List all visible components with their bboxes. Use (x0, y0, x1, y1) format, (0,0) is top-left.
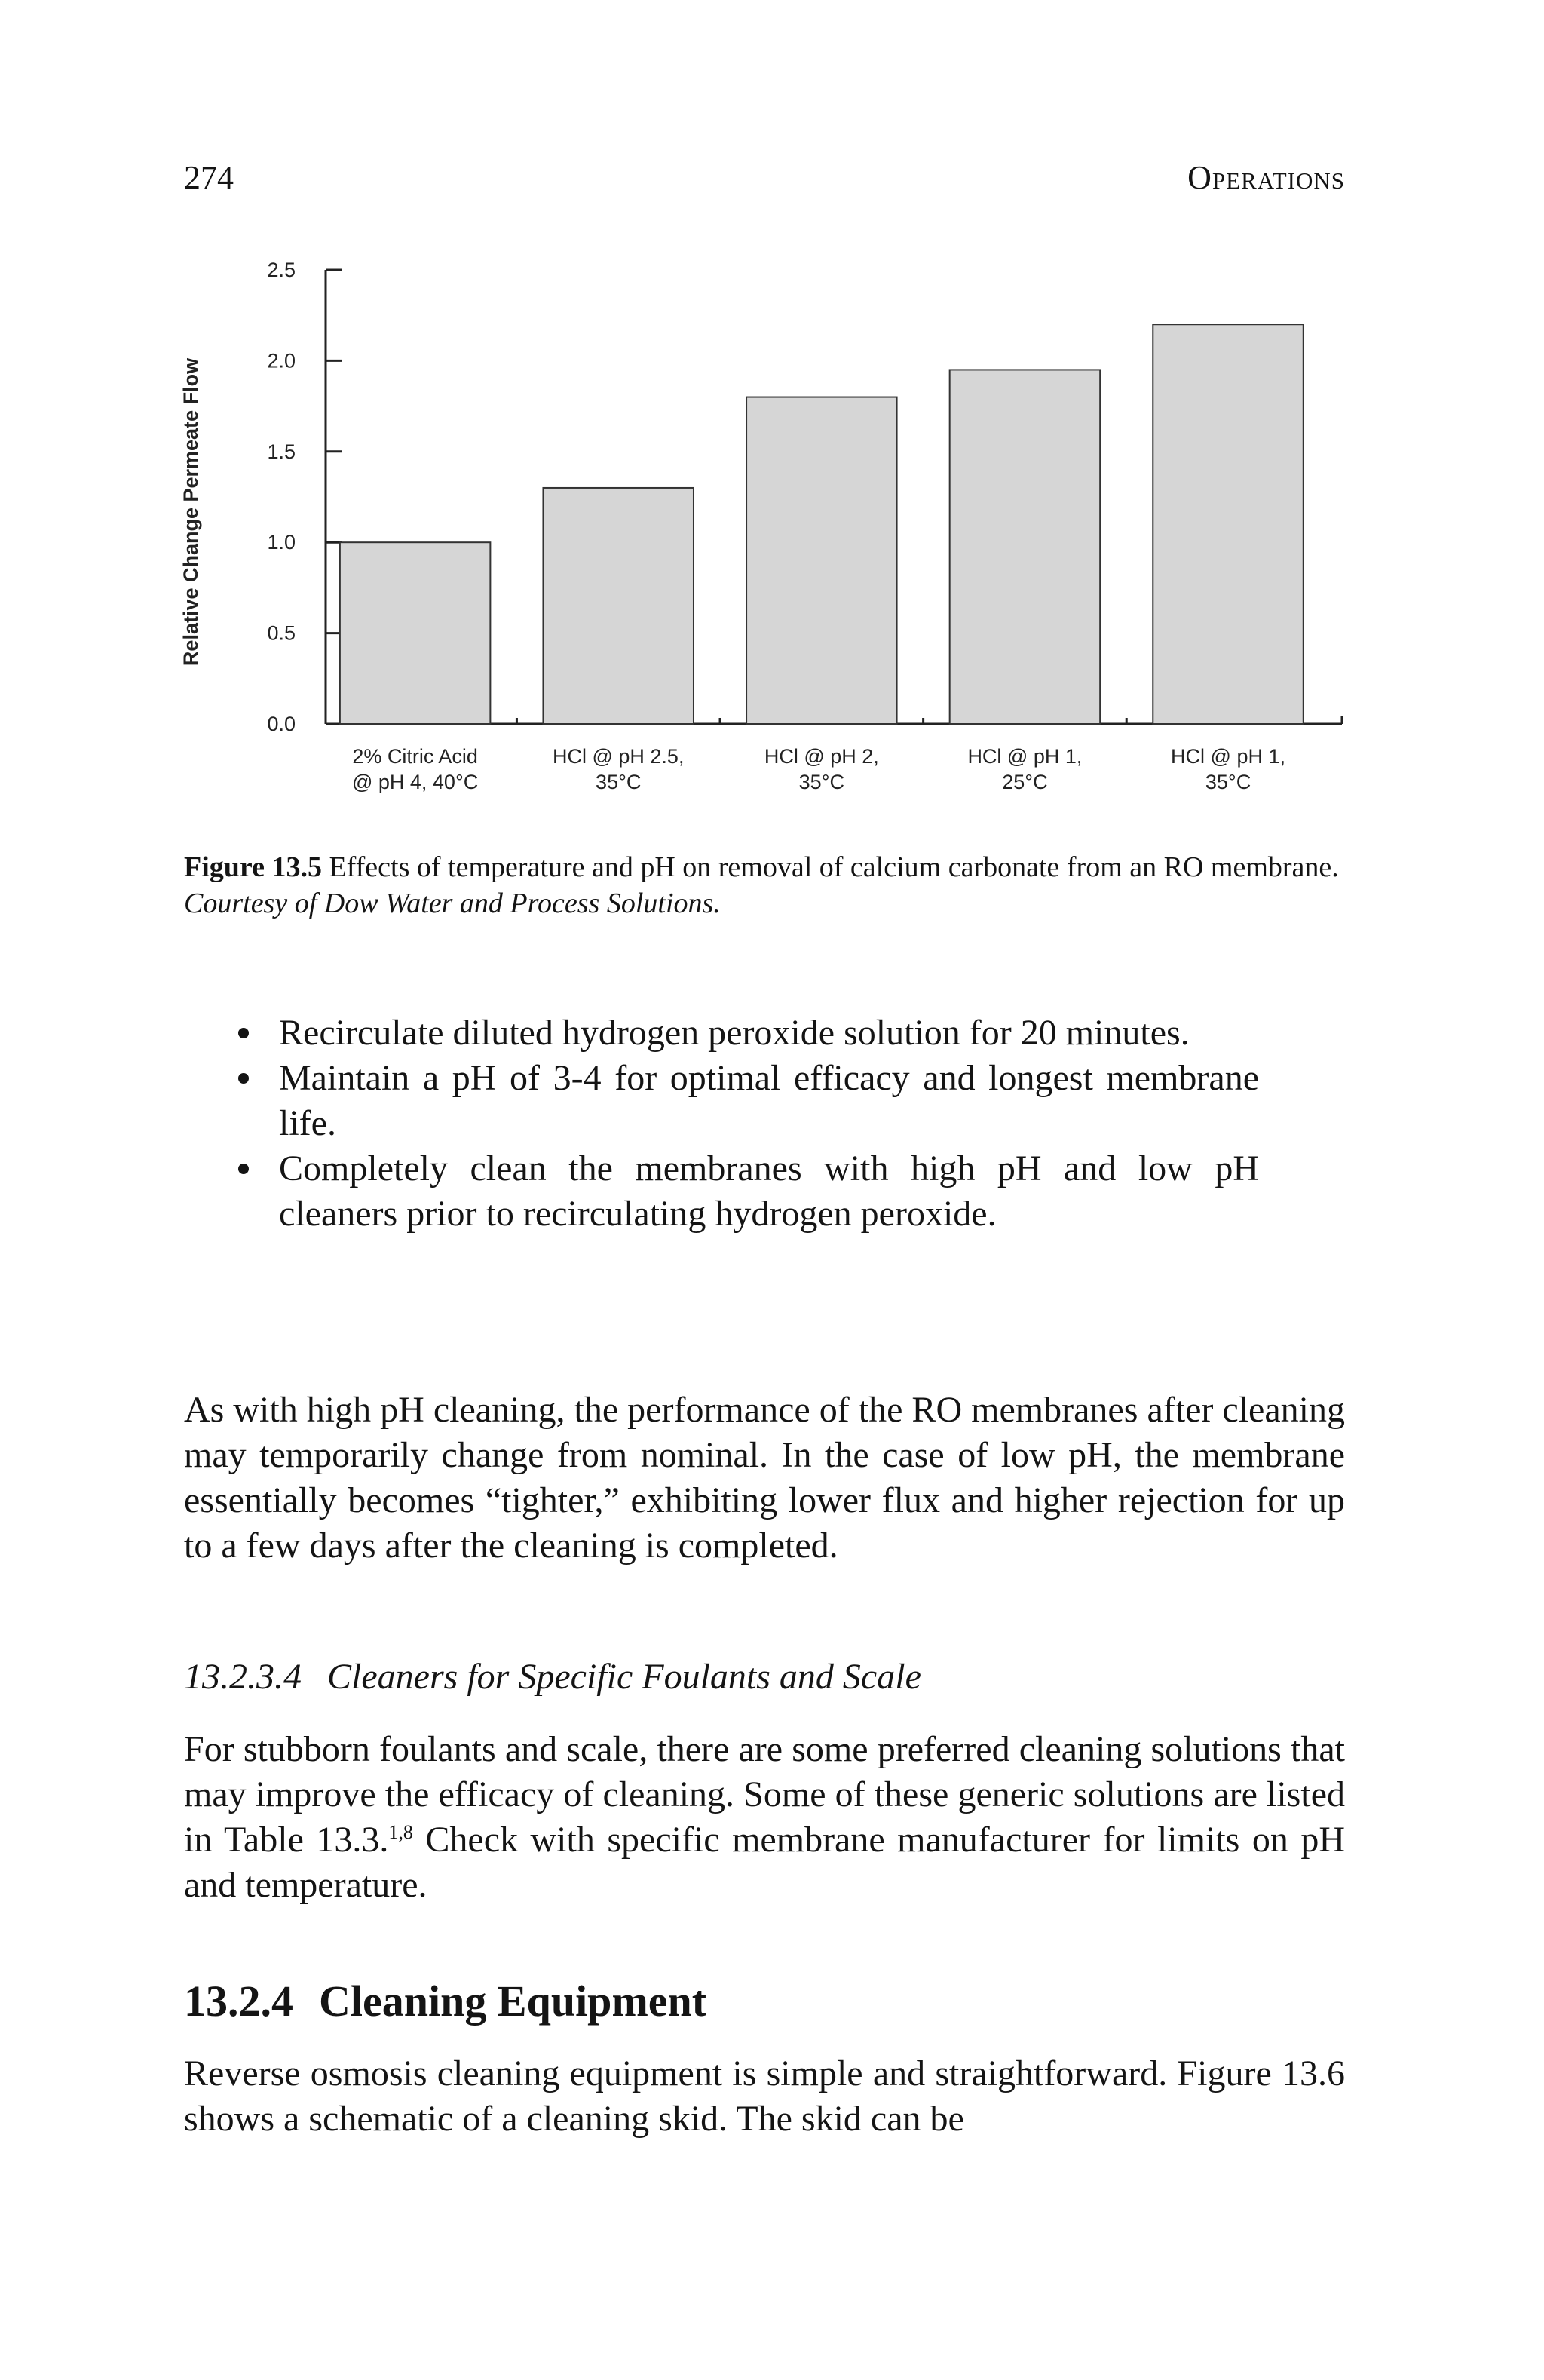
y-tick-label: 1.5 (267, 440, 296, 463)
bullet-icon (238, 1028, 249, 1038)
x-tick-label: 35°C (798, 771, 844, 793)
y-axis-title: Relative Change Permeate Flow (179, 357, 202, 667)
section-heading (184, 1976, 706, 2026)
y-tick-label: 2.0 (267, 349, 296, 373)
paragraph-text: For stubborn foulants and scale, there are some preferred cleaning solutions that may improve the efficacy of cleaning. Some of these generic solutions are listed in Table 13.3. (184, 1729, 1345, 1860)
bullet-item (279, 1146, 1259, 1237)
y-tick-label: 0.0 (267, 713, 296, 735)
bullet-item (279, 1011, 1259, 1056)
running-head: Operations (1187, 159, 1345, 196)
bar (746, 397, 897, 724)
subsection-heading (184, 1656, 921, 1698)
x-tick-label: HCl @ pH 2.5, (552, 745, 685, 768)
figure-13-5 (158, 249, 1365, 837)
figure-caption (184, 849, 1345, 922)
paragraph-low-ph: As with high pH cleaning, the performance of the RO membranes after cleaning may temporarily change from nominal. In the case of low pH, the membrane essentially becomes “tighter,” exhibiting lower flux and higher rejection for up to a few days after the cleaning is completed. (184, 1390, 1345, 1566)
x-tick-label: HCl @ pH 1, (1171, 745, 1286, 768)
x-tick-label: HCl @ pH 1, (967, 745, 1083, 768)
x-tick-label: @ pH 4, 40°C (351, 771, 479, 793)
page-number: 274 (184, 159, 234, 196)
y-tick-label: 0.5 (267, 621, 296, 645)
paragraph-text: Check with specific membrane manufacturer for limits on pH and temperature. (184, 1820, 1345, 1905)
bullet-icon (238, 1164, 249, 1174)
bar (950, 370, 1101, 724)
x-tick-label: 2% Citric Acid (352, 745, 478, 768)
bullet-item (279, 1056, 1259, 1146)
caption-credit: Courtesy of Dow Water and Process Solutions. (184, 888, 721, 919)
bullet-list (279, 1011, 1259, 1237)
paragraph-specific-foulants (184, 1727, 1345, 1908)
caption-label: Figure 13.5 (184, 851, 322, 883)
bullet-text: Maintain a pH of 3-4 for optimal efficacy and longest membrane life. (279, 1058, 1259, 1143)
bar (543, 488, 694, 724)
bullet-text: Completely clean the membranes with high pH and low pH cleaners prior to recirculating hydrogen peroxide. (279, 1149, 1259, 1234)
subsection-title: Cleaners for Specific Foulants and Scale (327, 1657, 921, 1697)
x-tick-label: 35°C (596, 771, 642, 793)
bar (340, 542, 491, 724)
caption-text: Effects of temperature and pH on removal of calcium carbonate from an RO membrane. (329, 851, 1339, 883)
bar-chart (158, 249, 1365, 837)
section-title: Cleaning Equipment (319, 1977, 707, 2026)
bullet-icon (238, 1073, 249, 1084)
x-tick-label: HCl @ pH 2, (764, 745, 879, 768)
reference-superscript: 1,8 (388, 1821, 413, 1843)
y-tick-label: 2.5 (267, 259, 296, 281)
x-tick-label: 25°C (1002, 771, 1048, 793)
bullet-text: Recirculate diluted hydrogen peroxide solution for 20 minutes. (279, 1013, 1190, 1053)
page-header (184, 158, 1345, 204)
x-tick-label: 35°C (1205, 771, 1251, 793)
subsection-number: 13.2.3.4 (184, 1657, 302, 1697)
paragraph-cleaning-equipment: Reverse osmosis cleaning equipment is simple and straightforward. Figure 13.6 shows a schematic of a cleaning skid. The skid can be (184, 2053, 1345, 2139)
bar (1153, 324, 1304, 724)
y-tick-label: 1.0 (267, 531, 296, 554)
section-number: 13.2.4 (184, 1977, 293, 2026)
